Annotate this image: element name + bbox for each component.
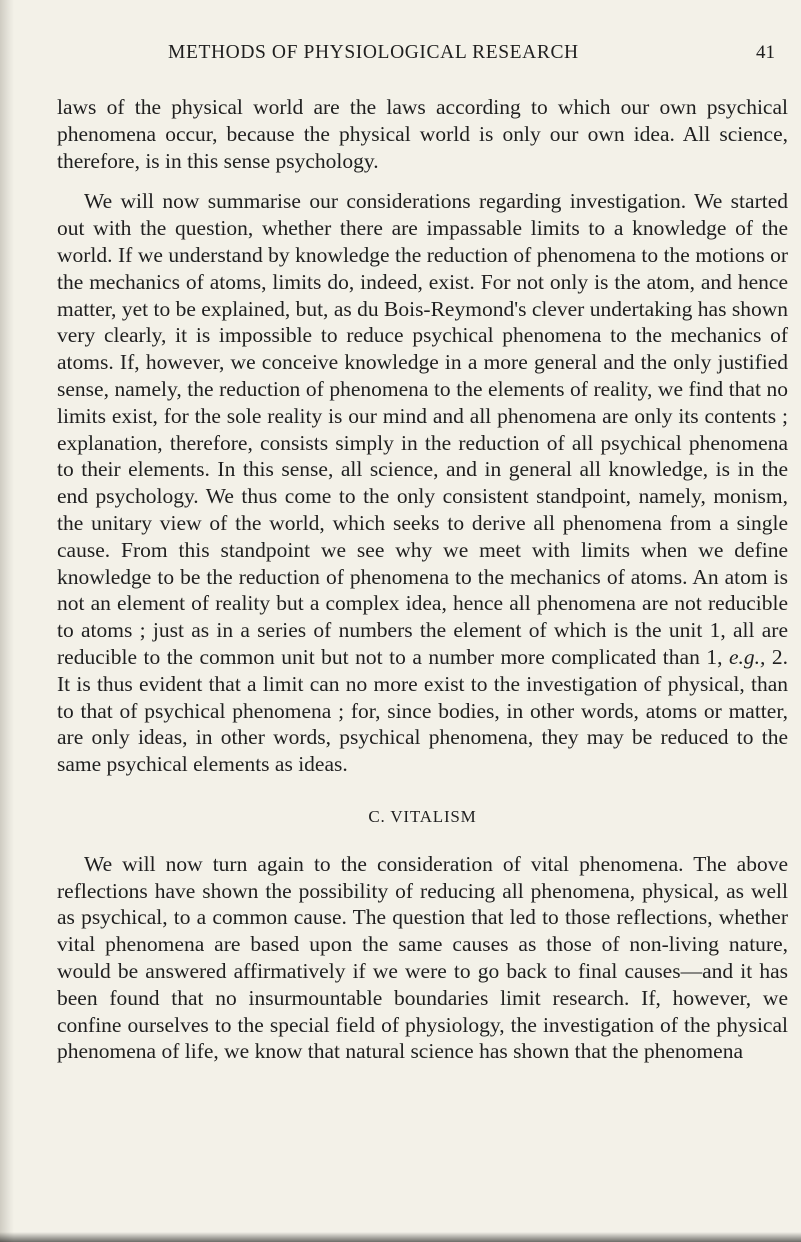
body-text — [57, 94, 788, 1065]
page-spine-shadow — [0, 0, 14, 1242]
paragraph-3: We will now turn again to the consideration of vital phenomena. The above reflections have shown the possibility of reducing all phenomena, physical, as well as psychical, to a common cause. The question that led to those reflections, whether vital phenomena are based upon the same causes as those of non-living nature, would be answered affirmatively if we were to go back to final causes—and it has been found that no insurmountable boundaries limit research. If, however, we confine ourselves to the special field of physiology, the investigation of the physical phenomena of life, we know that natural science has shown that the phenomena — [57, 851, 788, 1064]
paragraph-2-main: We will now summarise our considerations regarding investigation. We started out with the question, whether there are impassable limits to a knowledge of the world. If we understand by knowledge the reduction of phenomena to the motions or the mechanics of atoms, limits do, indeed, exist. For not only is the atom, and hence matter, yet to be explained, but, as du Bois-Reymond's clever undertaking has shown very clearly, it is impossible to reduce psychical phenomena to the mechanics of atoms. If, however, we conceive knowledge in a more general and the only justified sense, namely, the reduction of phenomena to the elements of reality, we find that no limits exist, for the sole reality is our mind and all phenomena are only its contents ; explanation, therefore, consists simply in the reduction of all psychical phenomena to their elements. In this sense, all science, and in general all knowledge, is in the end psychology. We thus come to the only consistent standpoint, namely, monism, the unitary view of the world, which seeks to derive all phenomena from a single cause. From this standpoint we see why we meet with limits when we define knowledge to be the reduction of phenomena to the mechanics of atoms. An atom is not an element of reality but a complex idea, hence all phenomena are not reducible to atoms ; just as in a series of numbers the element of which is the unit 1, all are reducible to the common unit but not to a number more complicated than 1, — [57, 189, 788, 669]
page-number: 41 — [756, 42, 775, 63]
section-heading-vitalism: C. VITALISM — [368, 806, 477, 826]
paragraph-2-eg: e.g., — [728, 644, 766, 669]
paragraph-2 — [57, 188, 788, 778]
page-bottom-edge — [0, 1232, 801, 1242]
paragraph-2-tail: 2. It is thus evident that a limit can no more exist to the investigation of physical, than to that of psychical phenomena ; for, since bodies, in other words, atoms or matter, are only ideas, in other words, psychical phenomena, they may be reduced to the same psychical elements as ideas. — [57, 644, 789, 777]
paragraph-1: laws of the physical world are the laws according to which our own psychical phenomena occur, because the physical world is only our own idea. All science, therefore, is in this sense psychology. — [57, 95, 788, 173]
running-head-title: METHODS OF PHYSIOLOGICAL RESEARCH — [168, 42, 579, 63]
